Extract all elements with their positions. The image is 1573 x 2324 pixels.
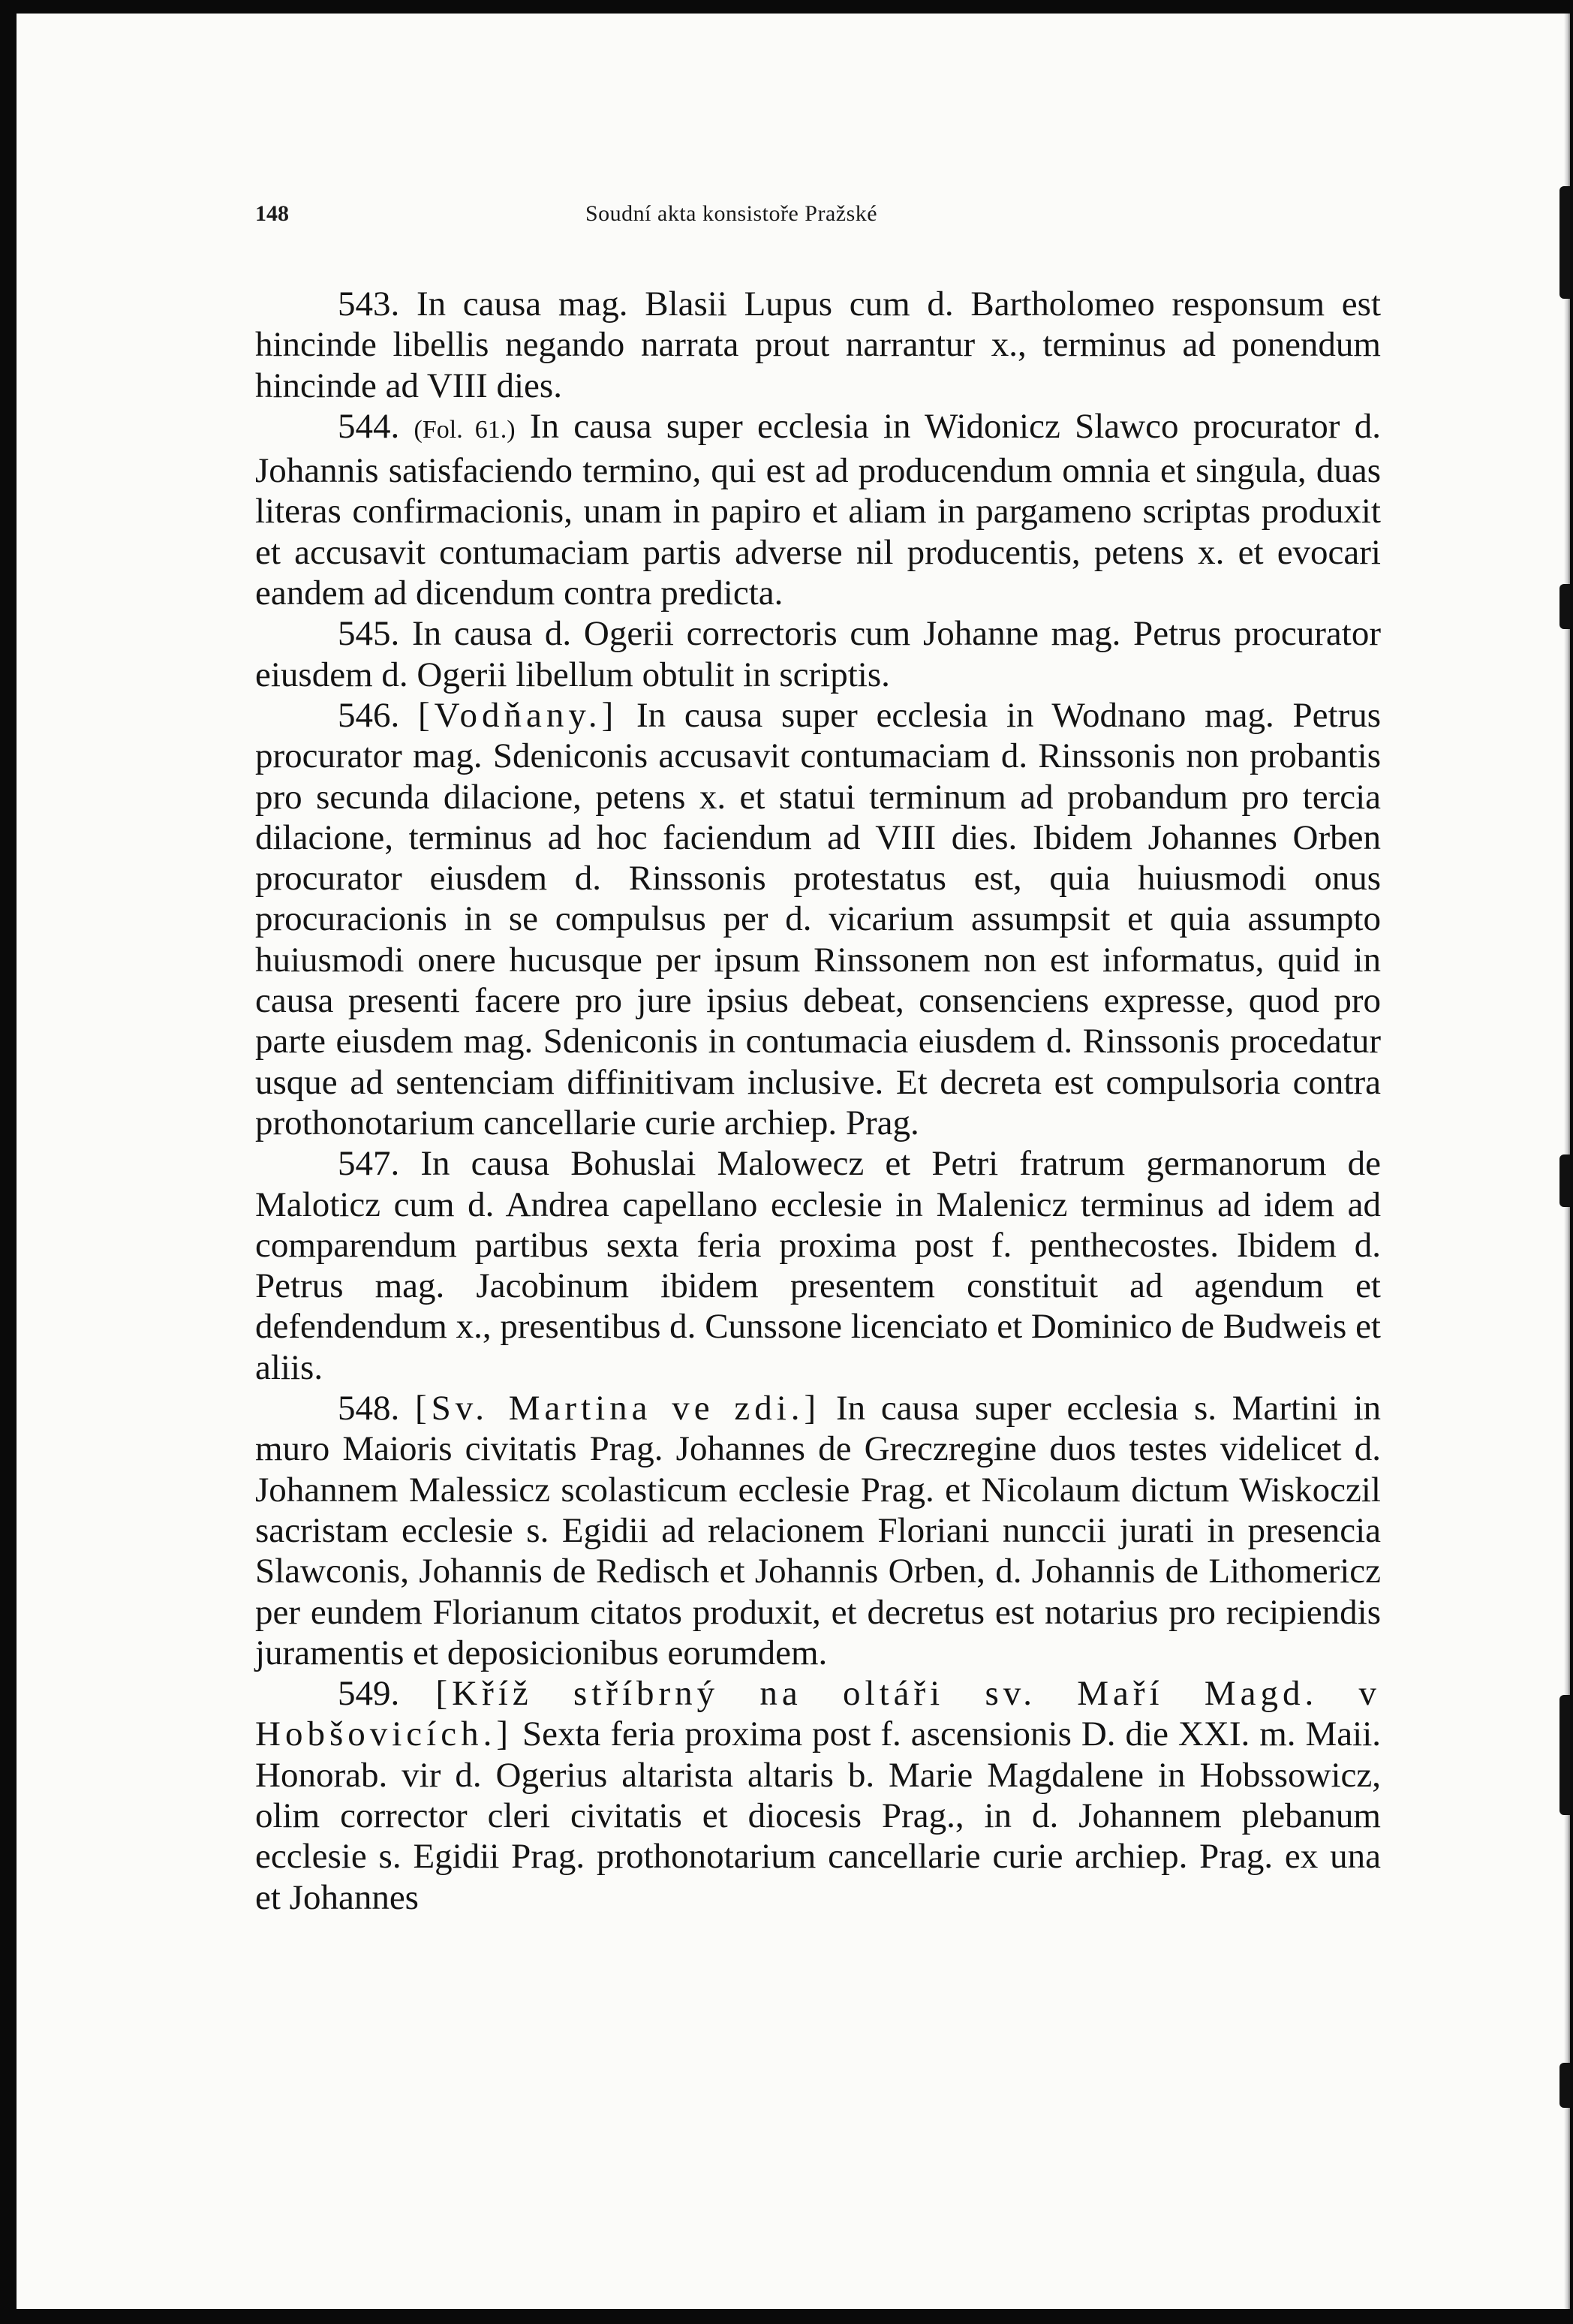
entry-548 (255, 1388, 1381, 1673)
folio-reference: (Fol. 61.) (414, 415, 516, 444)
running-title: Soudní akta konsistoře Pražské (585, 201, 878, 226)
place-heading: [Sv. Martina ve zdi.] (415, 1389, 821, 1428)
entry-text: In causa super ecclesia in Widonicz Slawco procurator d. Johannis satisfaciendo termino, qui est ad producendum omnia et singula, duas literas confirmacionis, unam in papiro et aliam in pargameno scriptas produxit et accusavit contumaciam partis adverse nil producentis, petens x. et evocari eandem ad dicendum contra predicta. (255, 406, 1381, 613)
entry-number: 543. (338, 284, 400, 324)
entry-549 (255, 1673, 1381, 1918)
entry-number: 546. (338, 695, 400, 735)
entry-text: In causa Bohuslai Malowecz et Petri fratrum germanorum de Maloticz cum d. Andrea capellano ecclesie in Malenicz terminus ad idem ad comparendum partibus sexta feria proxima post f. penthecostes. Ibidem d. Petrus mag. Jacobinum ibidem presentem constituit ad agendum et defendendum x., presentibus d. Cunssone licenciato et Dominico de Budweis et aliis. (255, 1144, 1381, 1387)
document-body (255, 284, 1381, 1918)
entry-543 (255, 284, 1381, 406)
entry-544 (255, 406, 1381, 613)
page-header (255, 201, 1388, 231)
edge-mark (1559, 186, 1570, 299)
entry-text: In causa mag. Blasii Lupus cum d. Bartholomeo responsum est hincinde libellis negando narrata prout narrantur x., terminus ad ponendum hincinde ad VIII dies. (255, 284, 1382, 405)
entry-547 (255, 1143, 1381, 1388)
place-heading: [Kříž stříbrný na oltáři sv. Maří Magd. v Hobšovicích.] (255, 1674, 1382, 1754)
document-page (17, 14, 1570, 2309)
entry-text: In causa super ecclesia in Wodnano mag. Petrus procurator mag. Sdeniconis accusavit contumaciam d. Rinssonis non probantis pro secunda dilacione, petens x. et statui terminum ad probandum pro tercia dilacione, terminus ad hoc faciendum ad VIII dies. Ibidem Johannes Orben procurator eiusdem d. Rinssonis protestatus est, quia huiusmodi onus procuracionis in se compulsus per d. vicarium assumpsit et quia assumpto huiusmodi onere hucusque per ipsum Rinssonem non est informatus, quid in causa presenti facere pro jure ipsius debeat, consenciens expresse, quod pro parte eiusdem mag. Sdeniconis in contumacia eiusdem d. Rinssonis procedatur usque ad sentenciam diffinitivam inclusive. Et decreta est compulsoria contra prothonotarium cancellarie curie archiep. Prag. (255, 695, 1382, 1142)
entry-number: 547. (338, 1144, 400, 1184)
entry-text: In causa super ecclesia s. Martini in muro Maioris civitatis Prag. Johannes de Greczregine duos testes videlicet d. Johannem Malessicz scolasticum ecclesie Prag. et Nicolaum dictum Wiskoczil sacristam ecclesie s. Egidii ad relacionem Floriani nunccii jurati in presencia Slawconis, Johannis de Redisch et Johannis Orben, d. Johannis de Lithomericz per eundem Florianum citatos produxit, et decretus est notarius pro recipiendis juramentis et deposicionibus eorumdem. (255, 1389, 1382, 1672)
entry-text: Sexta feria proxima post f. ascensionis D. die XXI. m. Maii. Honorab. vir d. Ogerius altarista altaris b. Marie Magdalene in Hobssowicz, olim corrector cleri civitatis et diocesis Prag., in d. Johannem plebanum ecclesie s. Egidii Prag. prothonotarium cancellarie curie archiep. Prag. ex una et Johannes (255, 1714, 1382, 1917)
edge-mark (1559, 584, 1570, 629)
edge-mark (1559, 1154, 1570, 1207)
edge-mark (1559, 2063, 1570, 2108)
edge-mark (1559, 1695, 1570, 1815)
entry-number: 544. (338, 406, 400, 446)
entry-text: In causa d. Ogerii correctoris cum Johanne mag. Petrus procurator eiusdem d. Ogerii libellum obtulit in scriptis. (255, 614, 1382, 694)
entry-number: 548. (338, 1389, 400, 1428)
entry-number: 545. (338, 614, 400, 654)
page-number: 148 (255, 201, 289, 226)
place-heading: [Vodňany.] (418, 695, 618, 735)
entry-number: 549. (338, 1674, 400, 1714)
entry-545 (255, 613, 1381, 695)
entry-546 (255, 695, 1381, 1143)
